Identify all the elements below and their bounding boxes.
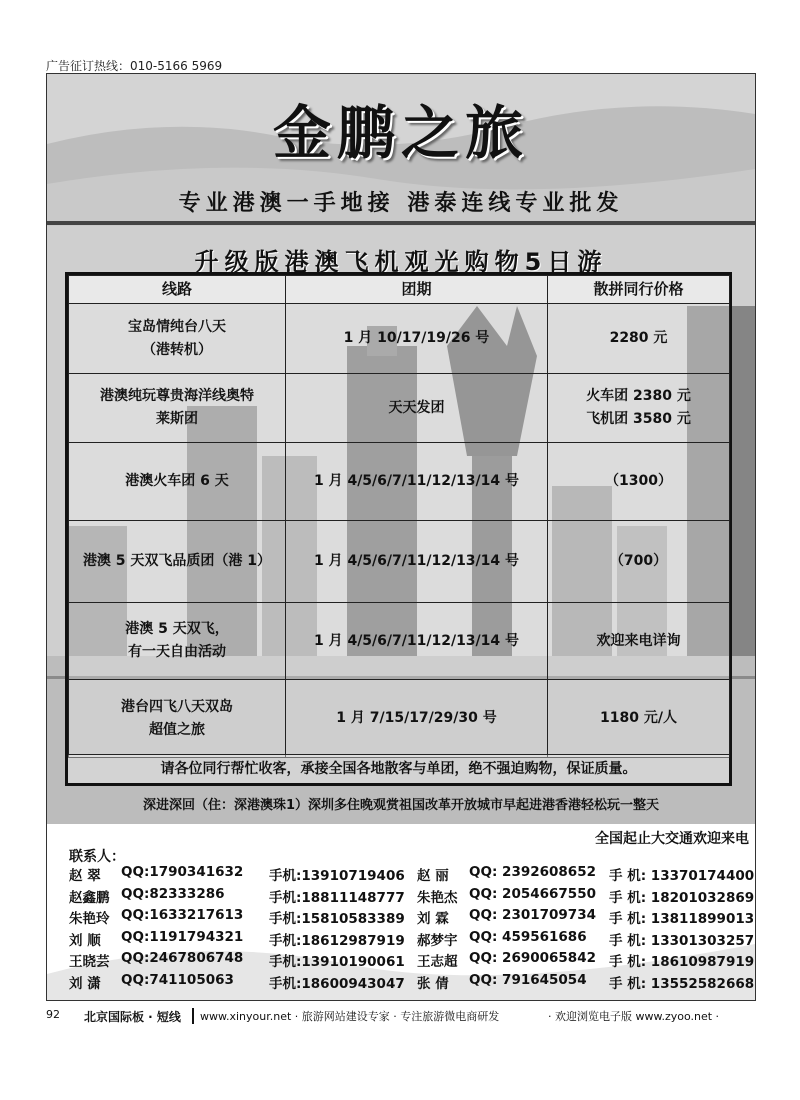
- footer-ebook-link[interactable]: · 欢迎浏览电子版 www.zyoo.net ·: [548, 1010, 720, 1023]
- table-row: [69, 443, 730, 521]
- page-number: 92: [46, 1008, 60, 1021]
- price-cell: 火车团 2380 元 飞机团 3580 元: [548, 374, 730, 443]
- route-cell: 港澳 5 天双飞， 有一天自由活动: [69, 603, 286, 680]
- contact-qq: QQ: 2690065842: [469, 950, 596, 966]
- contact-qq: QQ: 459561686: [469, 928, 587, 945]
- contact-qq: QQ:1191794321: [121, 928, 244, 945]
- footer-site-link[interactable]: www.xinyour.net · 旅游网站建设专家 · 专注旅游微电商研发: [192, 1008, 499, 1024]
- contact-section: [47, 824, 755, 1000]
- contact-qq: QQ: 2301709734: [469, 907, 596, 923]
- date-cell: 1 月 10/17/19/26 号: [286, 304, 548, 374]
- contact-name: 刘 潇: [69, 975, 101, 992]
- footer-section: 北京国际板 · 短线: [84, 1010, 181, 1024]
- contact-label: 联系人：: [69, 849, 125, 865]
- ad-hotline: 广告征订热线：010-5166 5969: [46, 59, 223, 73]
- contact-qq: QQ:82333286: [121, 885, 225, 902]
- tour-subtitle: 升级版港澳飞机观光购物5日游: [194, 248, 608, 276]
- contact-qq: QQ:1790341632: [121, 864, 244, 880]
- col-date-header: 团期: [286, 276, 548, 304]
- tour-table: [65, 272, 732, 786]
- contact-qq: QQ:741105063: [121, 971, 234, 988]
- col-price-header: 散拼同行价格: [548, 276, 730, 304]
- contact-name: 朱艳玲: [69, 911, 110, 927]
- contact-mobile: 手机:18811148777: [269, 889, 405, 906]
- date-cell: 1 月 4/5/6/7/11/12/13/14 号: [286, 603, 548, 680]
- contact-mobile: 手机:15810583389: [269, 911, 405, 927]
- contact-name: 刘 霖: [417, 911, 449, 927]
- contact-name: 赵 丽: [417, 868, 449, 884]
- advertisement: [46, 73, 756, 1001]
- contact-mobile: 手 机: 13301303257: [609, 932, 755, 949]
- contact-mobile: 手机:13910719406: [269, 868, 405, 884]
- route-cell: 港澳纯玩尊贵海洋线奥特 莱斯团: [69, 374, 286, 443]
- table-row: [69, 304, 730, 374]
- contact-mobile: 手 机: 18201032869: [609, 889, 755, 906]
- route-cell: 港台四飞八天双岛 超值之旅: [69, 680, 286, 758]
- contact-mobile: 手机:18612987919: [269, 932, 405, 949]
- col-route-header: 线路: [69, 276, 286, 304]
- route-cell: 宝岛情纯台八天 （港转机）: [69, 304, 286, 374]
- contact-mobile: 手 机: 18610987919: [609, 954, 755, 970]
- tour-tagline: 深进深回（住：深港澳珠1）深圳多住晚观赏祖国改革开放城市早起进港香港轻松玩一整天: [142, 798, 660, 813]
- contact-name: 张 倩: [417, 975, 449, 992]
- table-row: [69, 521, 730, 603]
- date-cell: 1 月 4/5/6/7/11/12/13/14 号: [286, 443, 548, 521]
- contact-qq: QQ: 2054667550: [469, 885, 596, 902]
- contact-qq: QQ: 791645054: [469, 971, 587, 988]
- national-transport-note: 全国起止大交通欢迎来电: [595, 831, 749, 847]
- price-cell: 1180 元/人: [548, 680, 730, 758]
- contact-name: 刘 顺: [69, 932, 101, 949]
- contact-name: 王晓芸: [69, 954, 110, 970]
- contact-mobile: 手机:13910190061: [269, 954, 405, 970]
- price-cell: （1300）: [548, 443, 730, 521]
- divider: [47, 221, 755, 225]
- date-cell: 1 月 7/15/17/29/30 号: [286, 680, 548, 758]
- contact-mobile: 手机:18600943047: [269, 975, 405, 992]
- brand-title: 金鹏之旅: [272, 99, 529, 167]
- contact-qq: QQ: 2392608652: [469, 864, 596, 880]
- table-note: 请各位同行帮忙收客，承接全国各地散客与单团，绝不强迫购物，保证质量。: [68, 754, 729, 783]
- contact-name: 赵鑫鹏: [69, 889, 110, 906]
- contact-mobile: 手 机: 13811899013: [609, 911, 755, 927]
- table-row: [69, 374, 730, 443]
- table-row: [69, 680, 730, 758]
- contact-name: 郝梦宇: [417, 932, 458, 949]
- contact-name: 赵 翠: [69, 868, 101, 884]
- price-cell: 欢迎来电详询: [548, 603, 730, 680]
- contact-mobile: 手 机: 13370174400: [609, 868, 755, 884]
- table-header-row: [69, 276, 730, 304]
- contact-qq: QQ:2467806748: [121, 950, 244, 966]
- route-cell: 港澳火车团 6 天: [69, 443, 286, 521]
- date-cell: 天天发团: [286, 374, 548, 443]
- contact-name: 朱艳杰: [417, 889, 458, 906]
- contact-mobile: 手 机: 13552582668: [609, 975, 755, 992]
- contact-qq: QQ:1633217613: [121, 907, 244, 923]
- contact-name: 王志超: [417, 954, 458, 970]
- price-cell: （700）: [548, 521, 730, 603]
- table-row: [69, 603, 730, 680]
- slogan: 专业港澳一手地接 港泰连线专业批发: [178, 191, 624, 216]
- date-cell: 1 月 4/5/6/7/11/12/13/14 号: [286, 521, 548, 603]
- route-cell: 港澳 5 天双飞品质团（港 1）: [69, 521, 286, 603]
- price-cell: 2280 元: [548, 304, 730, 374]
